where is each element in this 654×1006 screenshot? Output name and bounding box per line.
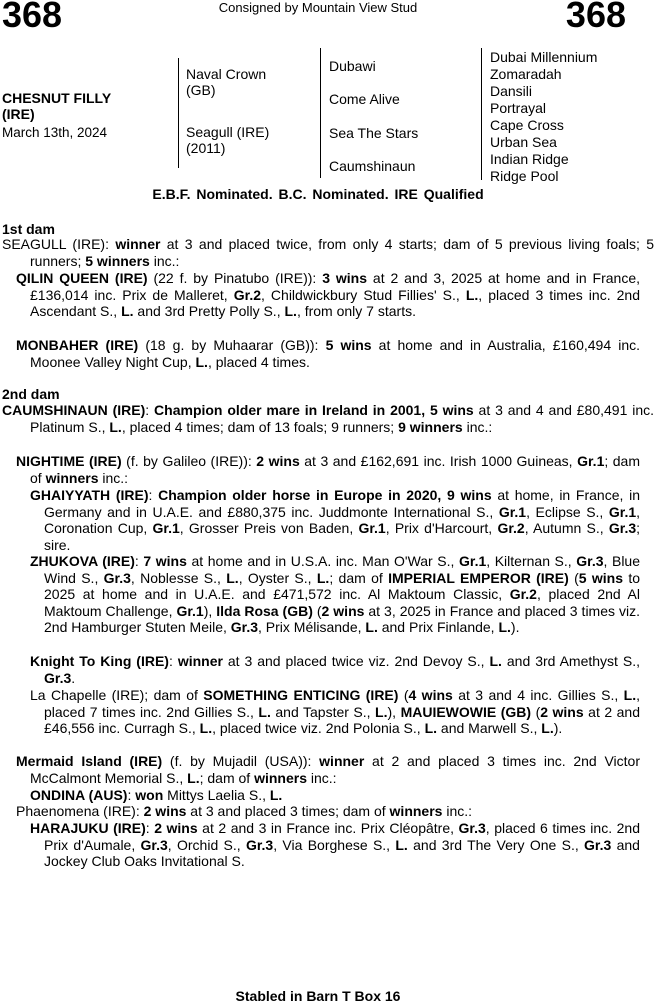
monbaher-name: MONBAHER (IRE) — [16, 337, 139, 353]
stabling-footer: Stabled in Barn T Box 16 — [235, 988, 401, 1004]
consignor: Consigned by Mountain View Stud — [218, 0, 418, 15]
nightime-name: NIGHTIME (IRE) — [16, 453, 122, 469]
horse-dob: March 13th, 2024 — [2, 125, 108, 140]
gen3-7: Indian Ridge — [490, 151, 569, 167]
dam-name: Seagull (IRE) — [186, 124, 270, 140]
nominations: E.B.F. Nominated. B.C. Nominated. IRE Qualified — [152, 186, 484, 202]
second-dam-heading: 2nd dam — [2, 386, 60, 402]
ondina-entry: ONDINA (AUS): won Mittys Laelia S., L. — [30, 787, 283, 803]
zhukova-name: ZHUKOVA (IRE) — [30, 553, 135, 569]
phaenomena-name: Phaenomena (IRE): — [16, 803, 144, 819]
pedigree-divider-1 — [178, 58, 179, 168]
pedigree-divider-3 — [481, 48, 482, 180]
harajuku-name: HARAJUKU (IRE) — [30, 820, 146, 836]
la-chapelle-name: La Chapelle (IRE); dam of — [30, 687, 204, 703]
gen3-1: Dubai Millennium — [490, 49, 598, 65]
harajuku-entry: HARAJUKU (IRE): 2 wins at 2 and 3 in France inc. Prix Cléopâtre, Gr.3, placed 6 times inc. 2nd Prix d'Aumale, Gr.3, Orchid S., Gr.3, Via Borghese S., L. and 3rd The Very One S., Gr.3 and Jockey Club Oaks Invitational S. — [30, 820, 640, 869]
nightime-entry: NIGHTIME (IRE) (f. by Galileo (IRE)): 2 wins at 3 and £162,691 inc. Irish 1000 Guineas, Gr.1; dam of winners inc.: — [16, 453, 641, 486]
horse-name — [2, 90, 162, 122]
gen3-5: Cape Cross — [490, 117, 564, 133]
gen3-4: Portrayal — [490, 100, 547, 116]
lot-number-left: 368 — [2, 0, 63, 35]
pedigree-gen3 — [490, 49, 597, 185]
knight-to-king-entry: Knight To King (IRE): winner at 3 and placed twice viz. 2nd Devoy S., L. and 3rd Amethyst S., Gr.3. — [30, 653, 641, 686]
pedigree-divider-2 — [320, 48, 321, 178]
mermaid-island-name: Mermaid Island (IRE) — [16, 753, 163, 769]
gen2-dam-dam: Caumshinaun — [329, 158, 416, 174]
gen2-dam-sire: Sea The Stars — [329, 125, 419, 141]
sire-country: (GB) — [186, 82, 216, 98]
seagull-name: SEAGULL (IRE) — [2, 236, 106, 252]
lot-number-right: 368 — [565, 0, 626, 35]
dam — [186, 124, 269, 156]
horse-name-line1: CHESNUT FILLY — [2, 90, 112, 106]
gen3-8: Ridge Pool — [490, 168, 559, 184]
caumshinaun-name: CAUMSHINAUN (IRE) — [2, 402, 146, 418]
caumshinaun-entry: CAUMSHINAUN (IRE): Champion older mare in Ireland in 2001, 5 wins at 3 and 4 and £80,491 inc. Platinum S., L., placed 4 times; dam of 13 foals; 9 runners; 9 winners inc.: — [2, 402, 654, 435]
ghaiyyath-name: GHAIYYATH (IRE) — [30, 487, 149, 503]
monbaher-entry: MONBAHER (IRE) (18 g. by Muhaarar (GB)): 5 wins at home and in Australia, £160,494 inc. Moonee Valley Night Cup, L., placed 4 times. — [16, 337, 641, 370]
horse-name-line2: (IRE) — [2, 106, 35, 122]
sire — [186, 66, 266, 98]
zhukova-entry: ZHUKOVA (IRE): 7 wins at home and in U.S.A. inc. Man O'War S., Gr.1, Kilternan S., Gr.3, Blue Wind S., Gr.3, Noblesse S., L., Oyster S., L.; dam of IMPERIAL EMPEROR (IRE) (5 wins to 2025 at home and in U.A.E. and £471,572 inc. Al Maktoum Classic, Gr.2, placed 2nd Al Maktoum Challenge, Gr.1), Ilda Rosa (GB) (2 wins at 3, 2025 in France and placed 3 times viz. 2nd Hamburger Stuten Meile, Gr.3, Prix Mélisande, L. and Prix Finlande, L.). — [30, 553, 641, 635]
ondina-name: ONDINA (AUS) — [30, 787, 128, 803]
gen3-2: Zomaradah — [490, 66, 562, 82]
dam-year: (2011) — [186, 140, 226, 156]
sire-name: Naval Crown — [186, 66, 267, 82]
mermaid-island-entry: Mermaid Island (IRE) (f. by Mujadil (USA)): winner at 2 and placed 3 times inc. 2nd Victor McCalmont Memorial S., L.; dam of winners inc.: — [16, 753, 640, 786]
gen2-sire-sire: Dubawi — [329, 58, 376, 74]
gen3-3: Dansili — [490, 83, 533, 99]
la-chapelle-entry: La Chapelle (IRE); dam of SOMETHING ENTICING (IRE) (4 wins at 3 and 4 inc. Gillies S., L., placed 7 times inc. 2nd Gillies S., L. and Tapster S., L.), MAUIEWOWIE (GB) (2 wins at 2 and £46,556 inc. Curragh S., L., placed twice viz. 2nd Polonia S., L. and Marwell S., L.). — [30, 687, 640, 736]
gen3-6: Urban Sea — [490, 134, 557, 150]
qilin-queen-entry: QILIN QUEEN (IRE) (22 f. by Pinatubo (IRE)): 3 wins at 2 and 3, 2025 at home and in France, £136,014 inc. Prix de Malleret, Gr.2, Childwickbury Stud Fillies' S., L., placed 3 times inc. 2nd Ascendant S., L. and 3rd Pretty Polly S., L., from only 7 starts. — [16, 270, 640, 319]
phaenomena-entry: Phaenomena (IRE): 2 wins at 3 and placed 3 times; dam of winners inc.: — [16, 803, 473, 819]
first-dam-heading: 1st dam — [2, 221, 55, 237]
ghaiyyath-entry: GHAIYYATH (IRE): Champion older horse in Europe in 2020, 9 wins at home, in France, in Germany and in U.A.E. and £880,375 inc. Juddmonte International S., Gr.1, Eclipse S., Gr.1, Coronation Cup, Gr.1, Grosser Preis von Baden, Gr.1, Prix d'Harcourt, Gr.2, Autumn S., Gr.3; sire. — [30, 487, 641, 553]
seagull-entry: SEAGULL (IRE): winner at 3 and placed twice, from only 4 starts; dam of 5 previous living foals; 5 runners; 5 winners inc.: — [2, 236, 654, 269]
gen2-sire-dam: Come Alive — [329, 91, 400, 107]
knight-to-king-name: Knight To King (IRE) — [30, 653, 169, 669]
qilin-queen-name: QILIN QUEEN (IRE) — [16, 270, 148, 286]
